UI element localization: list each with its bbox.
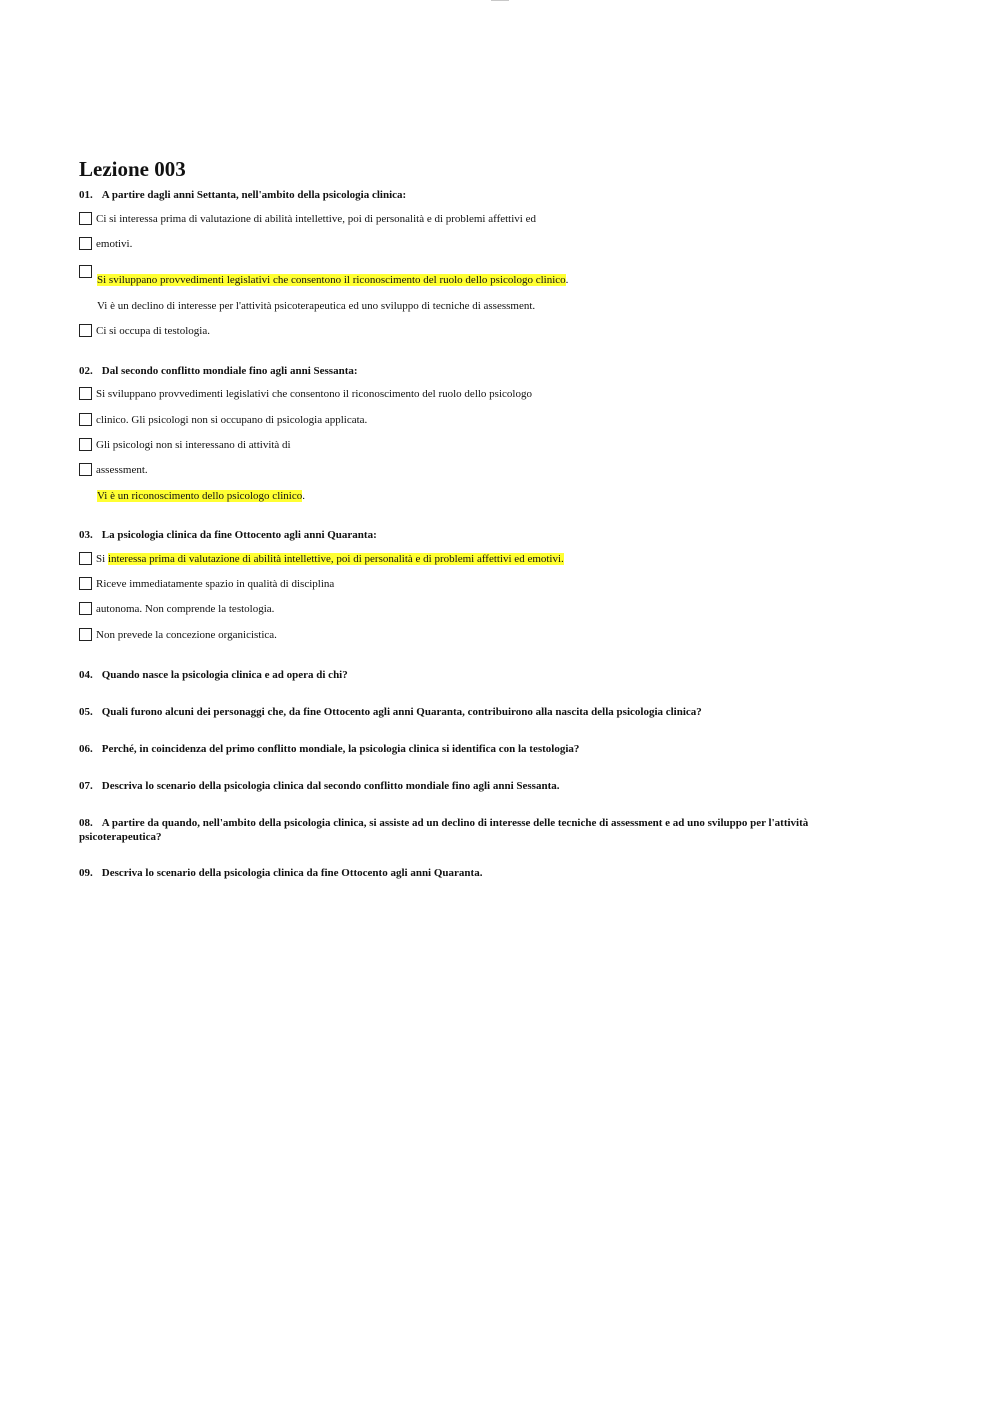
- question-08: [79, 816, 889, 844]
- question-06: [79, 742, 579, 756]
- checkbox[interactable]: [79, 552, 92, 565]
- question-01: [79, 188, 406, 202]
- q02-option-line-2: clinico. Gli psicologi non si occupano di psicologia applicata.: [79, 413, 367, 427]
- q01-option-line-4: Vi è un declino di interesse per l'attività psicoterapeutica ed uno sviluppo di tecniche di assessment.: [97, 300, 536, 312]
- correct-answer-highlight: Vi è un riconoscimento dello psicologo clinico: [97, 490, 303, 502]
- question-number: 02.: [79, 365, 93, 377]
- question-04: [79, 668, 348, 682]
- question-text: Perché, in coincidenza del primo conflitto mondiale, la psicologia clinica si identifica con la testologia?: [101, 743, 580, 755]
- q03-option-line-3: autonoma. Non comprende la testologia.: [79, 602, 274, 616]
- q02-option-line-4: assessment.: [79, 463, 148, 477]
- question-text: Quali furono alcuni dei personaggi che, da fine Ottocento agli anni Quaranta, contribuirono alla nascita della psicologia clinica?: [101, 706, 702, 718]
- checkbox[interactable]: [79, 324, 92, 337]
- checkbox[interactable]: [79, 212, 92, 225]
- q01-option-line-2: emotivi.: [79, 237, 132, 251]
- question-text: A partire da quando, nell'ambito della psicologia clinica, si assiste ad un declino di interesse delle tecniche di assessment e ad uno sviluppo per l'attività psicoterapeutica?: [79, 817, 809, 843]
- question-text: Descriva lo scenario della psicologia clinica da fine Ottocento agli anni Quaranta.: [101, 867, 483, 879]
- q02-option-line-5: Vi è un riconoscimento dello psicologo clinico.: [97, 490, 305, 502]
- question-number: 08.: [79, 817, 93, 829]
- checkbox[interactable]: [79, 602, 92, 615]
- question-text: La psicologia clinica da fine Ottocento agli anni Quaranta:: [101, 529, 377, 541]
- q01-option-line-3: Si sviluppano provvedimenti legislativi che consentono il riconoscimento del ruolo dello psicologo clinico.: [97, 274, 569, 286]
- question-number: 05.: [79, 706, 93, 718]
- header-mark: [491, 0, 509, 1]
- question-03: [79, 528, 377, 542]
- lesson-title: Lezione 003: [79, 157, 186, 181]
- q01-option-line-5: Ci si occupa di testologia.: [79, 324, 210, 338]
- checkbox[interactable]: [79, 387, 92, 400]
- q01-option-line-1: Ci si interessa prima di valutazione di abilità intellettive, poi di personalità e di problemi affettivi ed: [79, 212, 536, 226]
- checkbox[interactable]: [79, 237, 92, 250]
- q02-option-line-3: Gli psicologi non si interessano di attività di: [79, 438, 291, 452]
- question-number: 01.: [79, 189, 93, 201]
- checkbox[interactable]: [79, 438, 92, 451]
- question-text: Quando nasce la psicologia clinica e ad opera di chi?: [101, 669, 348, 681]
- question-07: [79, 779, 559, 793]
- question-number: 04.: [79, 669, 93, 681]
- question-text: A partire dagli anni Settanta, nell'ambito della psicologia clinica:: [101, 189, 407, 201]
- question-09: [79, 866, 482, 880]
- checkbox[interactable]: [79, 628, 92, 641]
- question-number: 09.: [79, 867, 93, 879]
- question-02: [79, 364, 358, 378]
- checkbox[interactable]: [79, 413, 92, 426]
- question-text: Dal secondo conflitto mondiale fino agli anni Sessanta:: [101, 365, 358, 377]
- question-number: 07.: [79, 780, 93, 792]
- question-number: 03.: [79, 529, 93, 541]
- checkbox[interactable]: [79, 265, 92, 278]
- correct-answer-highlight: Si sviluppano provvedimenti legislativi che consentono il riconoscimento del ruolo dello psicologo clinico: [97, 274, 566, 286]
- checkbox[interactable]: [79, 577, 92, 590]
- q03-option-line-4: Non prevede la concezione organicistica.: [79, 628, 277, 642]
- q03-option-line-2: Riceve immediatamente spazio in qualità di disciplina: [79, 577, 334, 591]
- q03-option-line-1: Si interessa prima di valutazione di abilità intellettive, poi di personalità e di problemi affettivi ed emotivi.: [79, 552, 564, 566]
- q02-option-line-1: Si sviluppano provvedimenti legislativi che consentono il riconoscimento del ruolo dello psicologo: [79, 387, 532, 401]
- correct-answer-highlight: interessa prima di valutazione di abilità intellettive, poi di personalità e di problemi affettivi ed emotivi.: [107, 553, 564, 565]
- question-05: [79, 705, 702, 719]
- checkbox[interactable]: [79, 463, 92, 476]
- question-number: 06.: [79, 743, 93, 755]
- question-text: Descriva lo scenario della psicologia clinica dal secondo conflitto mondiale fino agli anni Sessanta.: [101, 780, 560, 792]
